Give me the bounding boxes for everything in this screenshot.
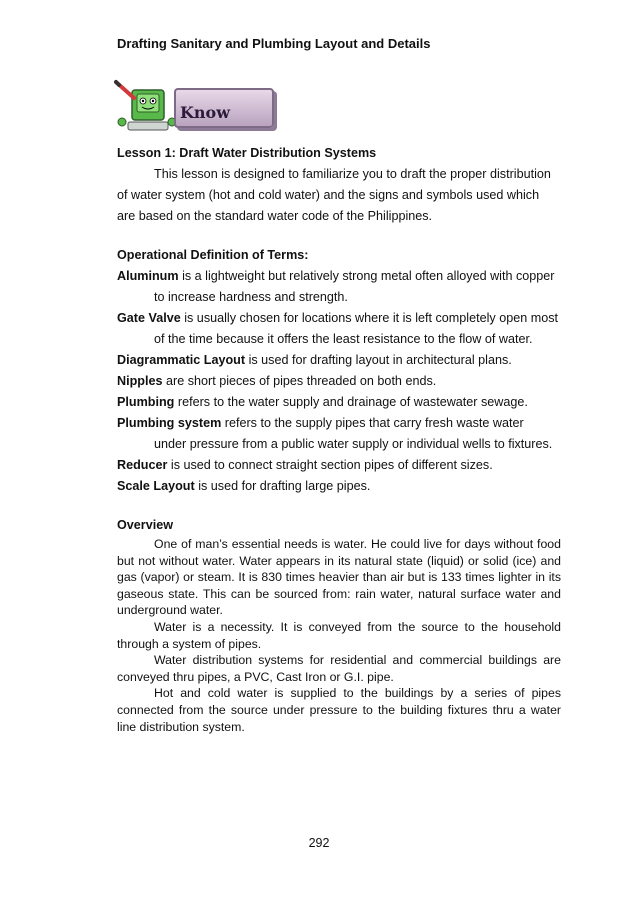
- know-label: Know: [180, 103, 230, 122]
- definition-term: Scale Layout: [117, 479, 195, 493]
- definition-text: is used for drafting large pipes.: [194, 479, 371, 493]
- definition-term: Plumbing system: [117, 416, 222, 430]
- definition-item: [117, 371, 561, 392]
- definition-item: [117, 350, 561, 371]
- overview-paragraph: Hot and cold water is supplied to the buildings by a series of pipes connected from the source under pressure to the building fixtures thru a water line distribution system.: [117, 686, 561, 734]
- definition-text: is usually chosen for locations where it is left completely open most: [180, 311, 559, 325]
- definition-term: Gate Valve: [117, 311, 181, 325]
- definition-text: are short pieces of pipes threaded on both ends.: [162, 374, 437, 388]
- lesson-title: Lesson 1: Draft Water Distribution Systems: [117, 146, 377, 160]
- computer-mascot-icon: [112, 78, 182, 134]
- overview-body: [117, 536, 561, 735]
- definitions-title: Operational Definition of Terms:: [117, 248, 309, 262]
- definition-continuation: to increase hardness and strength.: [154, 290, 348, 304]
- definition-term: Reducer: [117, 458, 168, 472]
- definition-term: Diagrammatic Layout: [117, 353, 246, 367]
- definition-item: [117, 266, 561, 287]
- lesson-intro-line-3: are based on the standard water code of the Philippines.: [117, 209, 433, 223]
- definition-text: is used for drafting layout in architectural plans.: [245, 353, 512, 367]
- overview-paragraph: Water is a necessity. It is conveyed from the source to the household through a system of pipes.: [117, 619, 561, 651]
- lesson-intro-line-2: of water system (hot and cold water) and the signs and symbols used which: [117, 188, 540, 202]
- definition-text: refers to the water supply and drainage of wastewater sewage.: [174, 395, 528, 409]
- lesson-intro-line-1: This lesson is designed to familiarize you to draft the proper distribution: [154, 167, 551, 181]
- main-content: [117, 143, 561, 735]
- definition-term: Aluminum: [117, 269, 179, 283]
- page-number: 292: [308, 836, 330, 850]
- definition-item: [117, 455, 561, 476]
- definition-item: [117, 308, 561, 329]
- definition-continuation: under pressure from a public water supply or individual wells to fixtures.: [154, 437, 553, 451]
- overview-title: Overview: [117, 518, 174, 532]
- definition-text: refers to the supply pipes that carry fresh waste water: [221, 416, 524, 430]
- definition-term: Nipples: [117, 374, 163, 388]
- overview-paragraph: Water distribution systems for residential and commercial buildings are conveyed thru pipes, a PVC, Cast Iron or G.I. pipe.: [117, 653, 561, 684]
- definition-term: Plumbing: [117, 395, 175, 409]
- definition-text: is a lightweight but relatively strong metal often alloyed with copper: [178, 269, 555, 283]
- definition-text: is used to connect straight section pipes of different sizes.: [167, 458, 493, 472]
- page-header: Drafting Sanitary and Plumbing Layout and Details: [117, 36, 431, 51]
- definition-item: [117, 476, 561, 497]
- know-banner: [112, 78, 272, 134]
- definition-item: [117, 392, 561, 413]
- definition-continuation: of the time because it offers the least resistance to the flow of water.: [154, 332, 533, 346]
- overview-paragraph: One of man’s essential needs is water. He could live for days without food but not without water. Water appears in its natural state (liquid) or solid (ice) and gas (vapor) or steam. It is 830 times heavier than air but is 133 times lighter in its gaseous state. This can be sourced from: rain water, natural surface water and underground water.: [117, 537, 561, 618]
- definition-item: [117, 413, 561, 434]
